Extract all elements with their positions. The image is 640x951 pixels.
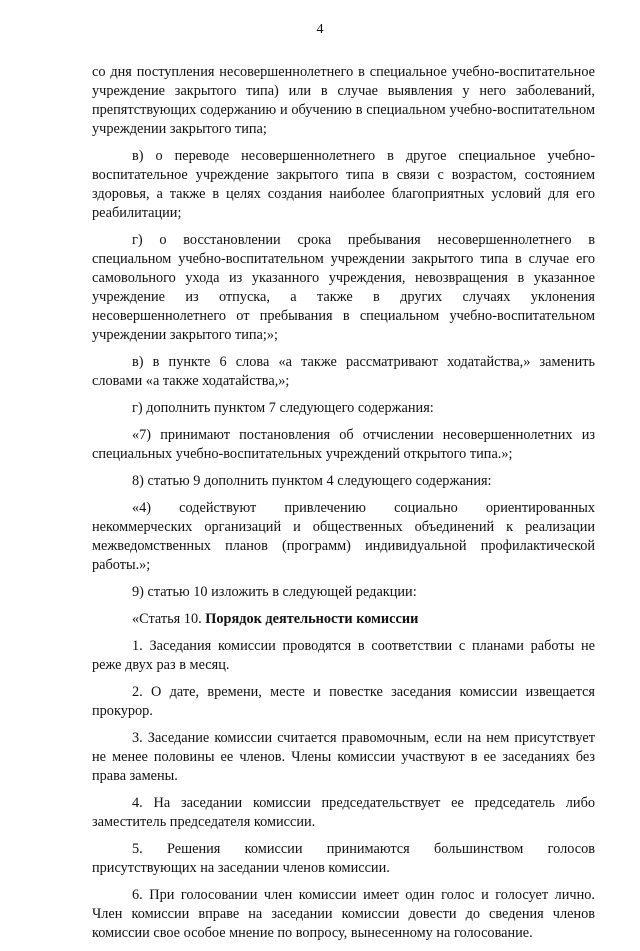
document-body <box>92 63 595 951</box>
article-item: 2. О дате, времени, месте и повестке заседания комиссии извещается прокурор. <box>92 684 595 719</box>
article-item: 6. При голосовании член комиссии имеет один голос и голосует лично. Член комиссии вправе на заседании комиссии довести до сведения членов комиссии свое особое мнение по вопросу, вынесенному на голосование. <box>92 887 595 941</box>
paragraph: г) дополнить пунктом 7 следующего содержания: <box>132 400 434 416</box>
article-item: 3. Заседание комиссии считается правомочным, если на нем присутствует не менее половины ее членов. Члены комиссии участвуют в ее заседаниях без права замены. <box>92 730 595 784</box>
article-title: Порядок деятельности комиссии <box>205 611 419 627</box>
paragraph: 8) статью 9 дополнить пунктом 4 следующего содержания: <box>132 473 492 489</box>
paragraph: в) о переводе несовершеннолетнего в другое специальное учебно-воспитательное учреждение закрытого типа в связи с возрастом, состоянием здоровья, а также в целях создания наиболее благоприятных условий для его реабилитации; <box>92 148 595 221</box>
paragraph: «7) принимают постановления об отчислении несовершеннолетних из специальных учебно-воспитательных учреждений открытого типа.»; <box>92 427 595 462</box>
paragraph: в) в пункте 6 слова «а также рассматривают ходатайства,» заменить словами «а также ходатайства,»; <box>92 354 595 389</box>
article-prefix: «Статья 10. <box>132 611 206 627</box>
article-item: 4. На заседании комиссии председательствует ее председатель либо заместитель председателя комиссии. <box>92 795 595 830</box>
page-number: 4 <box>316 22 324 37</box>
article-heading <box>92 610 595 629</box>
paragraph: г) о восстановлении срока пребывания несовершеннолетнего в специальном учебно-воспитательном учреждении закрытого типа в случае его самовольного ухода из указанного учреждения, невозвращения в указанное учреждение из отпуска, а также в других случаях уклонения несовершеннолетнего от пребывания в специальном учебно-воспитательном учреждении закрытого типа;»; <box>92 232 595 343</box>
article-item: 1. Заседания комиссии проводятся в соответствии с планами работы не реже двух раз в месяц. <box>92 638 595 673</box>
paragraph: 9) статью 10 изложить в следующей редакции: <box>132 584 417 600</box>
paragraph: «4) содействуют привлечению социально ориентированных некоммерческих организаций и общественных объединений к реализации межведомственных планов (программ) индивидуальной профилактической работы.»; <box>92 500 595 573</box>
article-item: 5. Решения комиссии принимаются большинством голосов присутствующих на заседании членов комиссии. <box>92 841 595 876</box>
paragraph: со дня поступления несовершеннолетнего в специальное учебно-воспитательное учреждение закрытого типа) или в случае выявления у него заболеваний, препятствующих содержанию и обучению в специальном учебно-воспитательном учреждении закрытого типа; <box>92 64 595 137</box>
